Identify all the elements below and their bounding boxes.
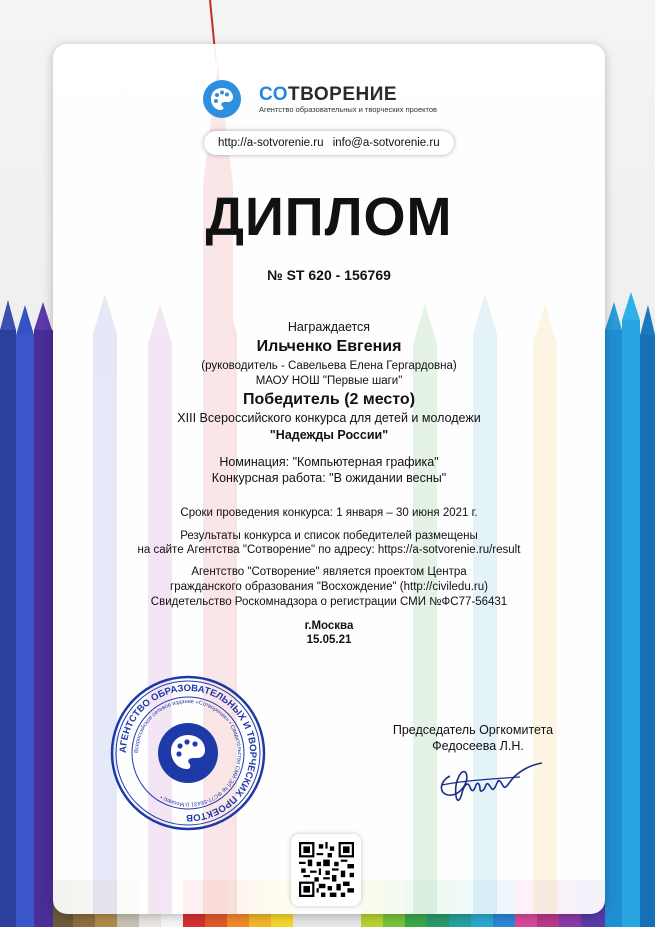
signature-name: Федосеева Л.Н. <box>432 739 524 753</box>
signature-role: Председатель Оргкомитета <box>392 723 554 737</box>
qr-code-frame[interactable] <box>291 834 361 906</box>
email-link[interactable]: info@a-sotvorenie.ru <box>332 137 440 149</box>
nomination-text: Номинация: "Компьютерная графика" <box>219 455 439 469</box>
results-line-1: Результаты конкурса и список победителей размещены <box>180 530 478 542</box>
project-line-2: гражданского образования "Восхождение" (http://civiledu.ru) <box>170 581 488 593</box>
svg-text:Всероссийское сетевое издание: Всероссийское сетевое издание «Сотворение» • Свидетельство СМИ ЭЛ № ФС77-56431 (г.Москва) • <box>133 698 243 808</box>
school-text: МАОУ НОШ "Первые шаги" <box>255 375 403 387</box>
contacts-pill <box>204 131 454 155</box>
diploma-number: № ST 620 - 156769 <box>267 267 391 283</box>
contest-text: XIII Всероссийского конкурса для детей и молодежи <box>177 411 481 425</box>
recipient-name: Ильченко Евгения <box>256 338 402 355</box>
city-text: г.Москва <box>304 620 354 632</box>
supervisor-text: (руководитель - Савельева Елена Гергардовна) <box>201 360 457 372</box>
dates-text: Сроки проведения конкурса: 1 января – 30 июня 2021 г. <box>180 507 478 519</box>
brand-subtitle: Агентство образовательных и творческих проектов <box>259 105 438 114</box>
diploma-title: ДИПЛОМ <box>205 187 453 247</box>
place-text: Победитель (2 место) <box>242 391 416 408</box>
project-line-1: Агентство "Сотворение" является проектом Центра <box>191 566 467 578</box>
project-line-3: Свидетельство Роскомнадзора о регистрации СМИ №ФС77-56431 <box>150 596 508 608</box>
results-line-2: на сайте Агентства "Сотворение" по адресу: https://a-sotvorenie.ru/result <box>137 544 521 556</box>
work-text: Конкурсная работа: "В ожидании весны" <box>211 471 447 485</box>
contest-name: "Надежды России" <box>269 428 389 442</box>
qr-code-icon[interactable] <box>299 842 354 897</box>
signature-icon <box>430 751 560 811</box>
stamp-icon <box>108 673 268 833</box>
brand-logo <box>203 79 463 119</box>
date-text: 15.05.21 <box>306 634 352 646</box>
site-link[interactable]: http://a-sotvorenie.ru <box>218 137 324 149</box>
palette-icon <box>203 80 241 118</box>
awarded-label: Награждается <box>287 320 371 334</box>
svg-text:АГЕНТСТВО ОБРАЗОВАТЕЛЬНЫХ И ТВ: АГЕНТСТВО ОБРАЗОВАТЕЛЬНЫХ И ТВОРЧЕСКИХ ПРОЕКТОВ <box>117 682 259 824</box>
signature-block <box>383 722 563 754</box>
brand-name: СОТВОРЕНИЕ <box>259 84 398 105</box>
